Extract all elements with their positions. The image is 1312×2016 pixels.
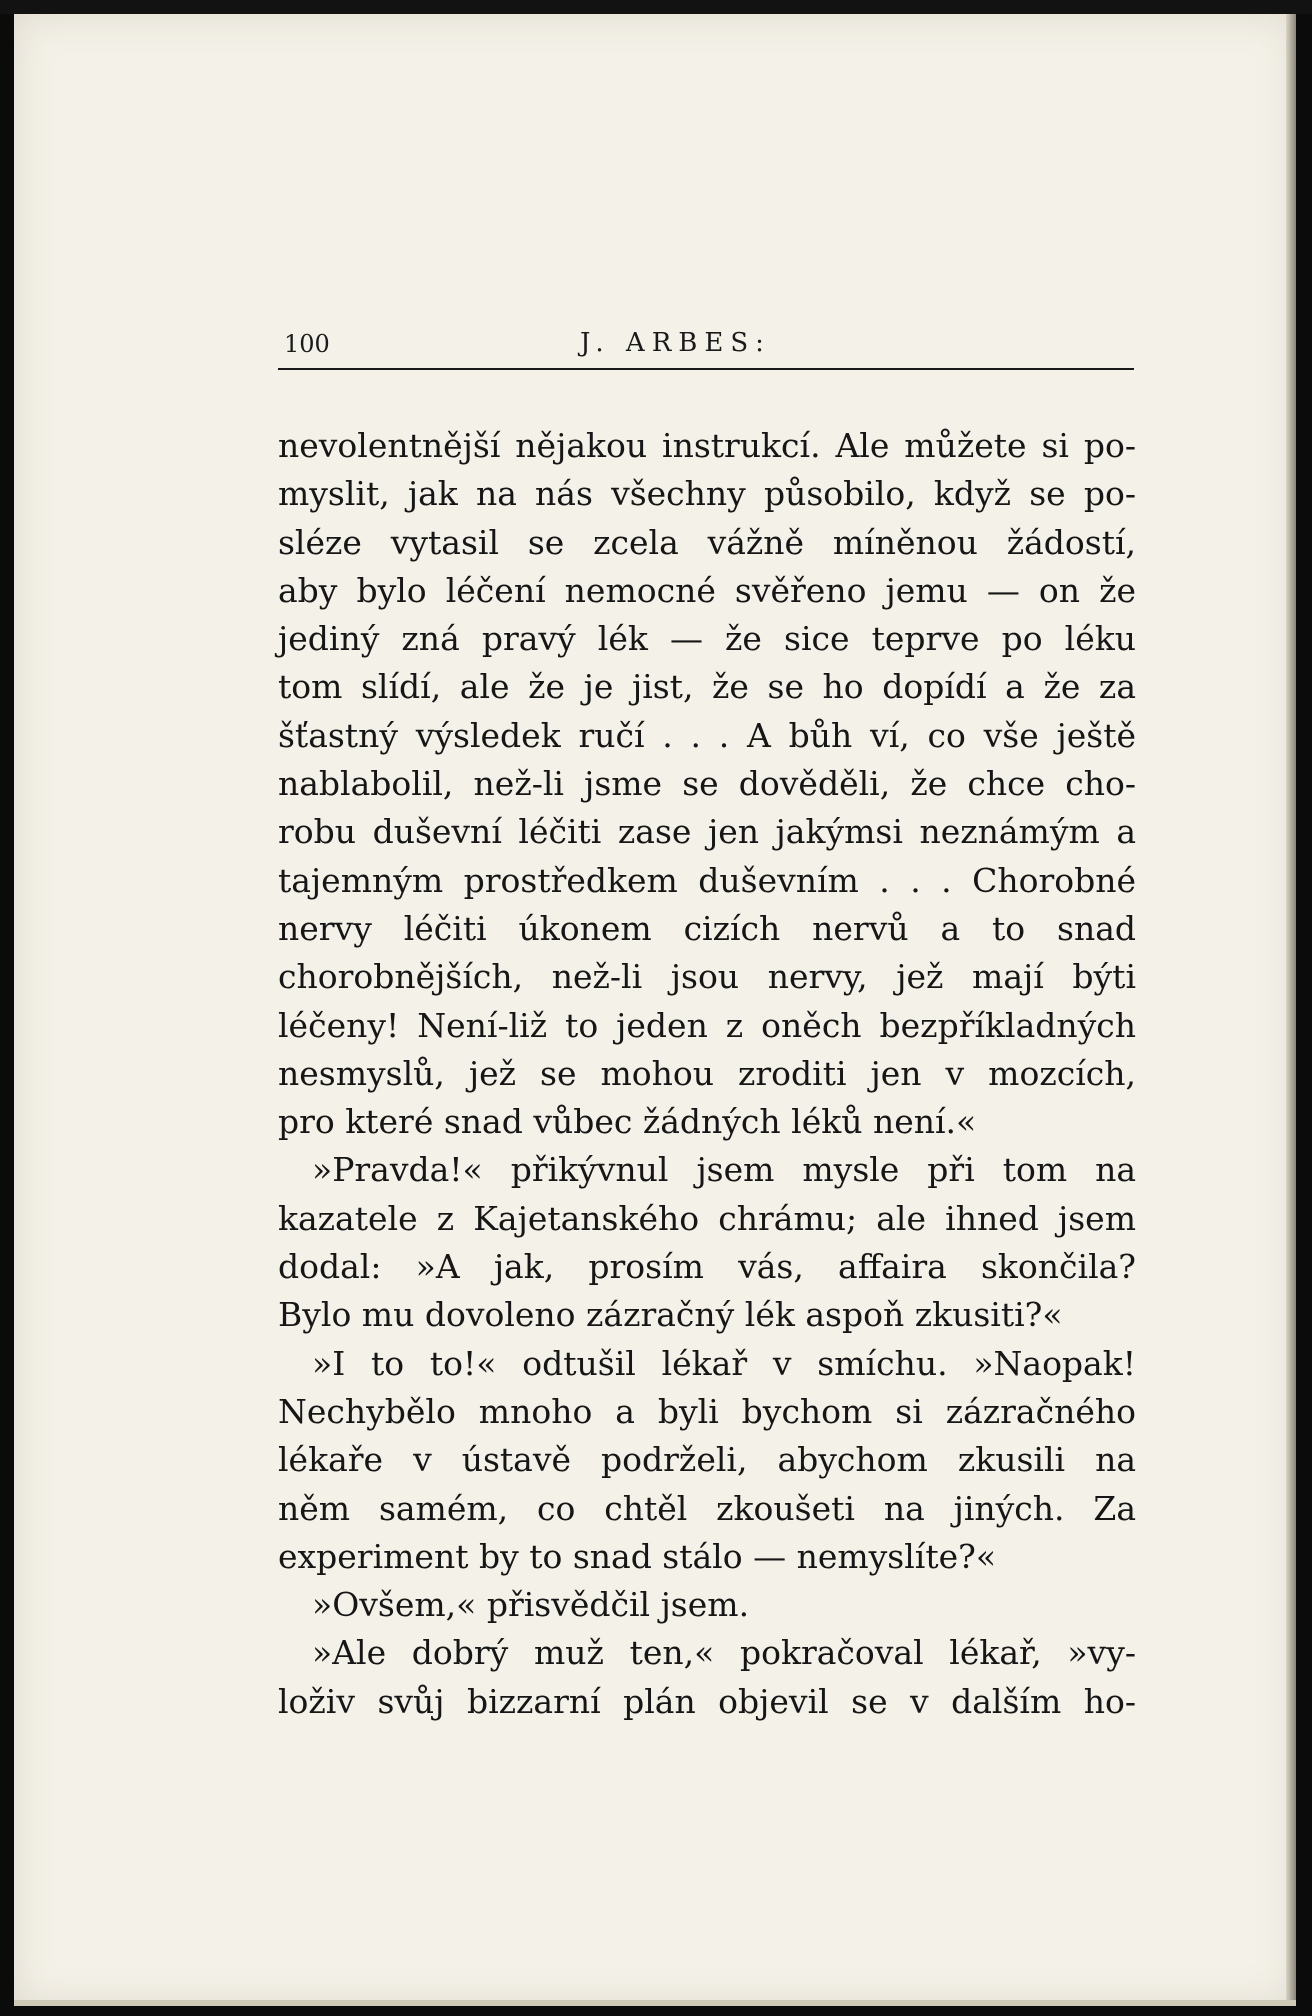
text-line: nevolentnější nějakou instrukcí. Ale můžete si po- — [278, 426, 1136, 465]
text-line: myslit, jak na nás všechny působilo, když se po- — [278, 474, 1136, 514]
text-line: Bylo mu dovoleno zázračný lék aspoň zkusiti?« — [278, 1295, 1063, 1335]
text-line: Nechybělo mnoho a byli bychom si zázračného — [278, 1391, 1136, 1431]
running-head-author: J. ARBES: — [580, 328, 771, 358]
text-line: robu duševní léčiti zase jen jakýmsi neznámým a — [278, 812, 1136, 852]
text-line: léčeny! Není-liž to jeden z oněch bezpříkladných — [278, 1005, 1136, 1045]
text-line: aby bylo léčení nemocné svěřeno jemu — on že — [278, 570, 1136, 610]
text-line: »Pravda!« přikývnul jsem mysle při tom na — [312, 1150, 1136, 1190]
running-head — [278, 330, 1134, 364]
text-line: »Ovšem,« přisvědčil jsem. — [312, 1585, 750, 1625]
page-number: 100 — [284, 330, 330, 358]
body-text — [278, 422, 1136, 1726]
text-line: experiment by to snad stálo — nemyslíte?« — [278, 1536, 997, 1576]
text-line: tajemným prostředkem duševním . . . Chorobné — [278, 860, 1136, 900]
text-line: »I to to!« odtušil lékař v smíchu. »Naopak! — [312, 1343, 1136, 1383]
text-line: loživ svůj bizzarní plán objevil se v dalším ho- — [278, 1681, 1136, 1721]
text-line: tom slídí, ale že je jist, že se ho dopídí a že za — [278, 667, 1136, 707]
page-bottom-edge — [14, 2000, 1296, 2006]
text-line: jediný zná pravý lék — že sice teprve po léku — [278, 619, 1136, 659]
text-line: sléze vytasil se zcela vážně míněnou žádostí, — [278, 522, 1136, 562]
text-line: »Ale dobrý muž ten,« pokračoval lékař, »vy- — [312, 1633, 1136, 1673]
page-edge-shadow — [1286, 14, 1296, 2006]
text-line: něm samém, co chtěl zkoušeti na jiných. Za — [278, 1488, 1136, 1528]
text-line: kazatele z Kajetanského chrámu; ale ihned jsem — [278, 1198, 1136, 1238]
text-line: dodal: »A jak, prosím vás, affaira skončila? — [278, 1247, 1136, 1287]
text-line: nervy léčiti úkonem cizích nervů a to snad — [278, 908, 1136, 948]
scan-border — [0, 0, 1312, 14]
header-rule — [278, 368, 1134, 370]
text-line: pro které snad vůbec žádných léků není.« — [278, 1102, 977, 1142]
text-line: lékaře v ústavě podrželi, abychom zkusili na — [278, 1440, 1136, 1480]
text-line: nesmyslů, jež se mohou zroditi jen v mozcích, — [278, 1053, 1136, 1093]
text-line: šťastný výsledek ručí . . . A bůh ví, co vše ještě — [278, 715, 1136, 755]
text-line: chorobnějších, než-li jsou nervy, jež mají býti — [278, 957, 1136, 997]
text-line: nablabolil, než-li jsme se dověděli, že chce cho- — [278, 764, 1136, 804]
